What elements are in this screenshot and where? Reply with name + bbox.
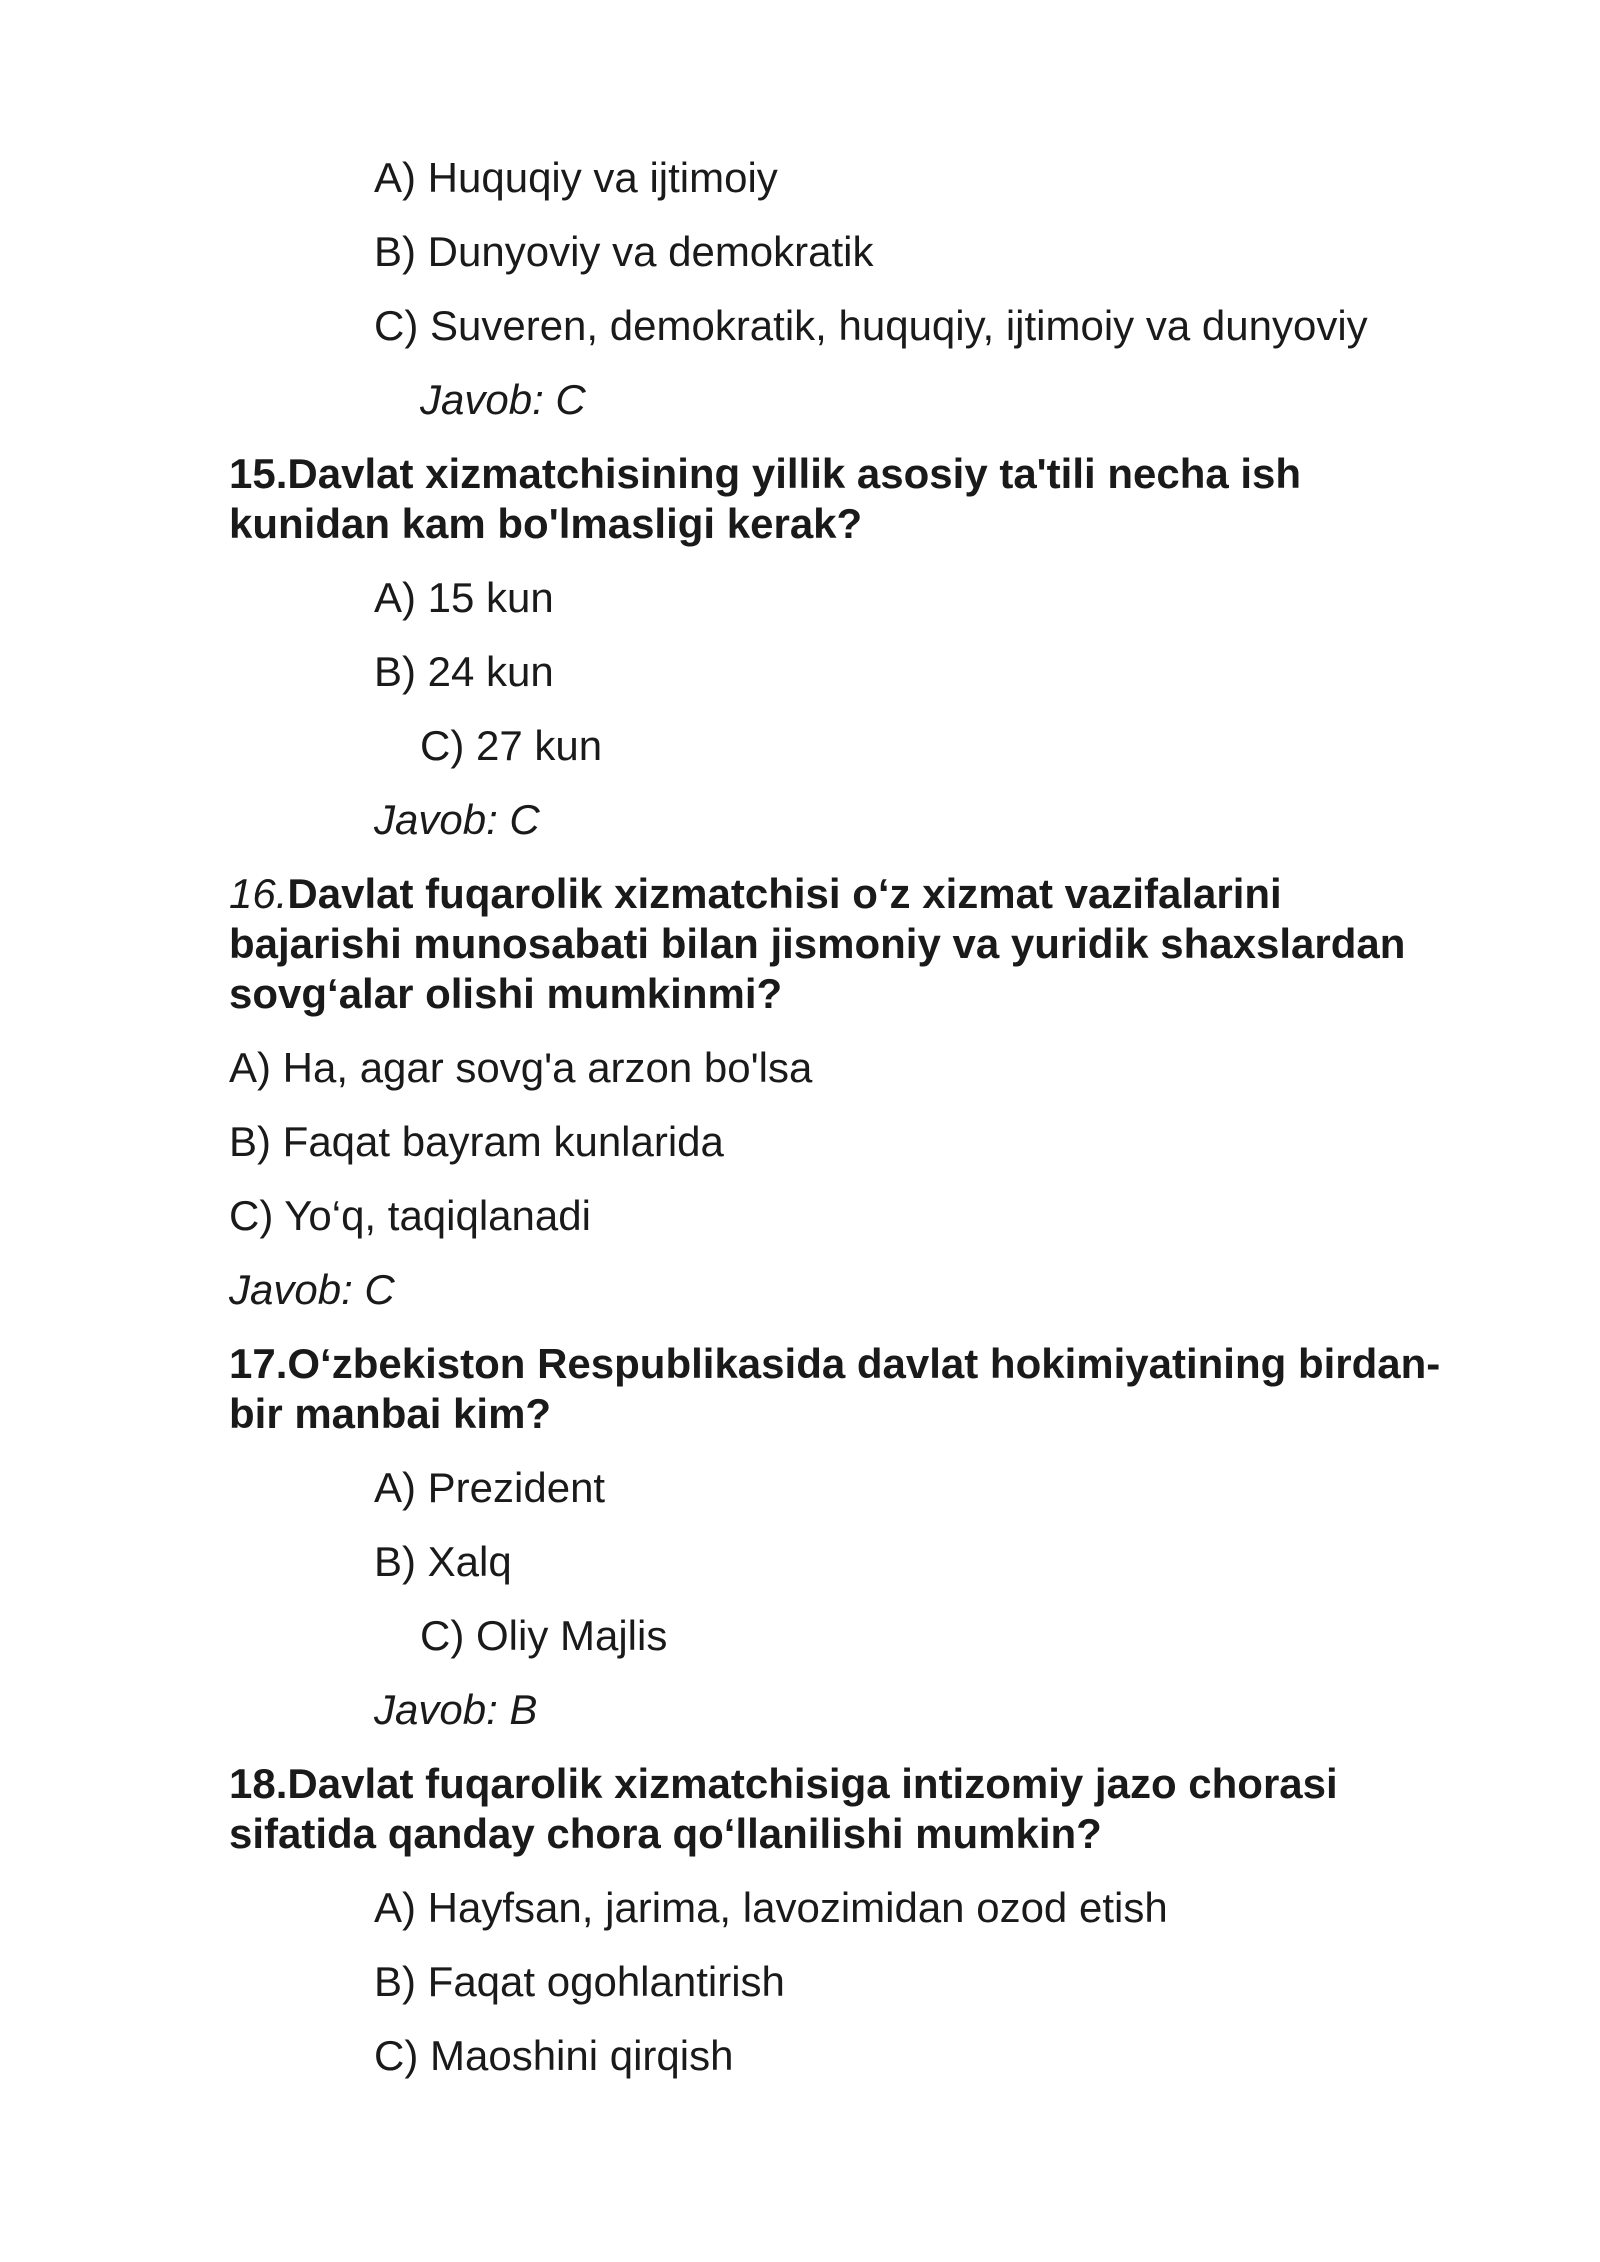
q18-option-a: A) Hayfsan, jarima, lavozimidan ozod etish	[374, 1884, 1168, 1931]
q14-option-a: A) Huquqiy va ijtimoiy	[374, 154, 778, 201]
q17-option-b: B) Xalq	[374, 1538, 512, 1585]
q18-number: 18.	[229, 1760, 288, 1807]
q16-question-line-1	[229, 869, 1529, 919]
q17-answer: Javob: B	[374, 1686, 538, 1733]
q17-option-c: C) Oliy Majlis	[420, 1612, 668, 1659]
q18-question-line-1	[229, 1759, 1529, 1809]
q15-option-a: A) 15 kun	[374, 574, 554, 621]
q16-option-a: A) Ha, agar sovg'a arzon bo'lsa	[229, 1044, 813, 1091]
q14-option-c: C) Suveren, demokratik, huquqiy, ijtimoiy va dunyoviy	[374, 302, 1368, 349]
q18-question-line-2: sifatida qanday chora qo‘llanilishi mumkin?	[229, 1810, 1102, 1857]
q18-option-b: B) Faqat ogohlantirish	[374, 1958, 785, 2005]
q17-question-line-1	[229, 1339, 1529, 1389]
q16-answer: Javob: C	[229, 1266, 395, 1313]
q15-number: 15.	[229, 450, 288, 497]
q16-option-b: B) Faqat bayram kunlarida	[229, 1118, 724, 1165]
q14-option-b: B) Dunyoviy va demokratik	[374, 228, 874, 275]
q16-question-line-2: bajarishi munosabati bilan jismoniy va yuridik shaxslardan	[229, 920, 1406, 967]
q17-question-line-2: bir manbai kim?	[229, 1390, 552, 1437]
q15-option-c: C) 27 kun	[420, 722, 603, 769]
q15-option-b: B) 24 kun	[374, 648, 554, 695]
q18-text-1: Davlat fuqarolik xizmatchisiga intizomiy jazo chorasi	[287, 1760, 1338, 1807]
q15-question-line-2: kunidan kam bo'lmasligi kerak?	[229, 500, 863, 547]
q18-option-c: C) Maoshini qirqish	[374, 2032, 734, 2079]
q14-answer: Javob: C	[420, 376, 586, 423]
q16-question-line-3: sovg‘alar olishi mumkinmi?	[229, 970, 783, 1017]
q16-option-c: C) Yo‘q, taqiqlanadi	[229, 1192, 591, 1239]
q17-option-a: A) Prezident	[374, 1464, 606, 1511]
q17-number: 17.	[229, 1340, 288, 1387]
q15-answer: Javob: C	[374, 796, 540, 843]
q15-text-1: Davlat xizmatchisining yillik asosiy ta'tili necha ish	[287, 450, 1302, 497]
q16-text-1: Davlat fuqarolik xizmatchisi o‘z xizmat vazifalarini	[287, 870, 1282, 917]
q17-text-1: O‘zbekiston Respublikasida davlat hokimiyatining birdan-	[287, 1340, 1441, 1387]
q16-number: 16.	[229, 870, 288, 917]
q15-question-line-1	[229, 449, 1529, 499]
